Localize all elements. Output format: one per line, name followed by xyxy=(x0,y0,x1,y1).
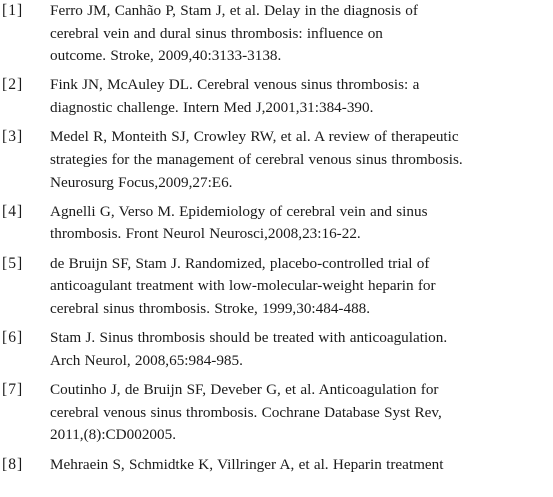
reference-text xyxy=(50,74,547,119)
reference-text xyxy=(50,0,547,68)
reference-line: strategies for the management of cerebral venous sinus thrombosis. xyxy=(50,150,463,168)
reference-line: cerebral sinus thrombosis. Stroke, 1999,30:484-488. xyxy=(50,299,371,317)
reference-line: de Bruijn SF, Stam J. Randomized, placebo-controlled trial of xyxy=(50,254,430,272)
reference-text xyxy=(50,454,547,477)
reference-line: Neurosurg Focus,2009,27:E6. xyxy=(50,173,233,191)
reference-line: cerebral venous sinus thrombosis. Cochrane Database Syst Rev, xyxy=(50,403,442,421)
reference-number: [5] xyxy=(2,254,24,272)
reference-item xyxy=(0,74,553,119)
reference-item xyxy=(0,454,553,477)
reference-item xyxy=(0,201,553,246)
reference-text xyxy=(50,327,547,372)
reference-item xyxy=(0,0,553,68)
reference-line: anticoagulant treatment with low-molecular-weight heparin for xyxy=(50,277,436,295)
reference-line: Arch Neurol, 2008,65:984-985. xyxy=(50,351,243,369)
reference-number: [7] xyxy=(2,381,24,399)
reference-number: [6] xyxy=(2,329,24,347)
reference-number: [8] xyxy=(2,455,24,473)
reference-line: thrombosis. Front Neurol Neurosci,2008,23:16-22. xyxy=(50,225,361,243)
reference-number: [4] xyxy=(2,202,24,220)
reference-line: Fink JN, McAuley DL. Cerebral venous sinus thrombosis: a xyxy=(50,76,420,94)
reference-item xyxy=(0,126,553,194)
reference-line: Medel R, Monteith SJ, Crowley RW, et al. A review of therapeutic xyxy=(50,128,459,146)
reference-line: outcome. Stroke, 2009,40:3133-3138. xyxy=(50,47,282,65)
reference-item xyxy=(0,327,553,372)
reference-line: Ferro JM, Canhão P, Stam J, et al. Delay in the diagnosis of xyxy=(50,2,418,19)
reference-line: Mehraein S, Schmidtke K, Villringer A, et al. Heparin treatment xyxy=(50,455,444,473)
reference-line: diagnostic challenge. Intern Med J,2001,31:384-390. xyxy=(50,99,374,117)
reference-text xyxy=(50,126,547,194)
reference-line: Stam J. Sinus thrombosis should be treated with anticoagulation. xyxy=(50,329,448,347)
reference-line: 2011,(8):CD002005. xyxy=(50,426,176,444)
reference-text xyxy=(50,379,547,447)
reference-number: [2] xyxy=(2,76,24,94)
reference-line: Coutinho J, de Bruijn SF, Deveber G, et al. Anticoagulation for xyxy=(50,381,439,399)
reference-item xyxy=(0,253,553,321)
reference-text xyxy=(50,253,547,321)
reference-line: cerebral vein and dural sinus thrombosis: influence on xyxy=(50,24,383,42)
reference-number: [3] xyxy=(2,128,24,146)
reference-item xyxy=(0,379,553,447)
reference-line: Agnelli G, Verso M. Epidemiology of cerebral vein and sinus xyxy=(50,202,428,220)
reference-text xyxy=(50,201,547,246)
reference-number: [1] xyxy=(2,2,24,19)
